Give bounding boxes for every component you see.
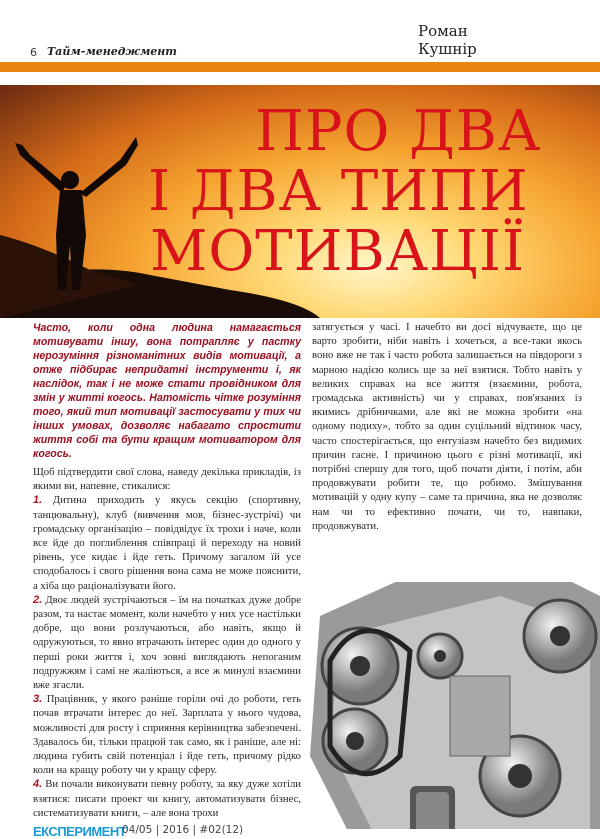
title-line-1: ПРО ДВА — [255, 99, 542, 164]
engine-image — [300, 582, 600, 829]
item-number: 1. — [33, 494, 43, 507]
left-column — [33, 465, 301, 820]
list-item — [33, 777, 301, 820]
list-item — [33, 493, 301, 592]
intro-lead: Часто, коли одна людина намагається мотивувати іншу, вона потрапляє у пастку нерозуміння різноманітних видів мотивації, а отже підбирає непридатні інструменти і, як наслідок, так і не може стати провідником для змін у житті когось. Натомість чітке розуміння того, який тип мотивації застосувати у тих чи інших умовах, дозволяє набагато спростити життя собі та бути кращим мотиватором для когось. — [33, 322, 301, 460]
section-title: Тайм-менеджмент — [47, 45, 177, 58]
item-number: 2. — [33, 593, 43, 606]
title-line-2: І ДВА ТИПИ — [148, 159, 529, 224]
body-lead: Щоб підтвердити свої слова, наведу декілька прикладів, із якими ви, напевне, стикалися: — [33, 466, 301, 493]
magazine-logo: ЕКСПЕРИМЕНТ — [33, 824, 127, 839]
left-area — [33, 321, 301, 820]
page-number: 6 — [30, 46, 37, 59]
author-last-name: Кушнір — [418, 40, 477, 58]
hero-image — [0, 85, 600, 318]
title-line-3: МОТИВАЦІЇ — [150, 219, 526, 284]
header-bar — [0, 62, 600, 72]
item-number: 3. — [33, 693, 43, 706]
list-item — [33, 593, 301, 692]
item-text: Ви почали виконувати певну роботу, за яку дуже хотіли взятися: писати проект чи книгу, автоматизувати бізнес, систематизувати книги, – але вона трохи — [33, 778, 301, 819]
right-column: затягується у часі. І начебто ви досі відчуваєте, що це варто зробити, ніби навіть і хочеться, а все-таки якось воно вже не так і часто робота залишається на півдороги з марною надією колись ще за неї взятися. Тобто навіть у великих справах на все життя (взаємини, робота, громадська активність) чи у справах, пов'язаних із якимись дрібничками, але які не можна зробити «на одному подиху», тобто за один суцільний відтинок часу, часто спостерігається, що ентузіазм начебто без видимих причин гасне. І причиною цього є різні мотивації, які потрібні спершу для того, щоб почати діяти, і потім, аби продовжувати робити те, що робимо. Змішування мотивацій у одну купу – саме та причина, яка не дозволяє нам чи то ефективно почати, чи то, навпаки, продовжувати. — [312, 321, 582, 532]
item-text: Дитина приходить у якусь секцію (спортивну, танцювальну), клуб (вивчення мов, бізнес-зустрічі) чи громадську організацію – повідвідує їх трохи і наче, коли все йде до поглиблення співпраці й переходу на новий рівень, усе кидає і йде геть. Причому загалом їй усе сподобалось і свого рішення вона сама не може пояснити, а хіба що раціоналізувати його. — [33, 494, 302, 592]
author — [418, 22, 477, 58]
item-text: Працівник, у якого раніше горіли очі до роботи, геть почав втрачати інтерес до неї. Зарплата у нього чудова, можливості для росту і сприяння керівництва забезпечені. Здавалось би, тільки працюй так само, як і раніше, але ні: людина губить свій потенціал і йде геть, причому рідко коли на кращу роботу чи у кращу сферу. — [33, 693, 302, 777]
item-number: 4. — [33, 778, 43, 791]
list-item — [33, 692, 301, 777]
item-text: Двоє людей зустрічаються – їм на початках дуже добре разом, та настає момент, коли начебто у них усе настільки добре, що вони розлучаються, або навіть, якщо й одружуються, то явно втрачають інтерес один до одного у перші роки життя і, хоч зовні виглядають непоганим подружжям і самі не жаліються, а все ж минулі взаємини вже згасли. — [33, 593, 301, 692]
issue-info: 04/05 | 2016 | #02(12) — [122, 824, 244, 836]
author-first-name: Роман — [418, 22, 468, 40]
